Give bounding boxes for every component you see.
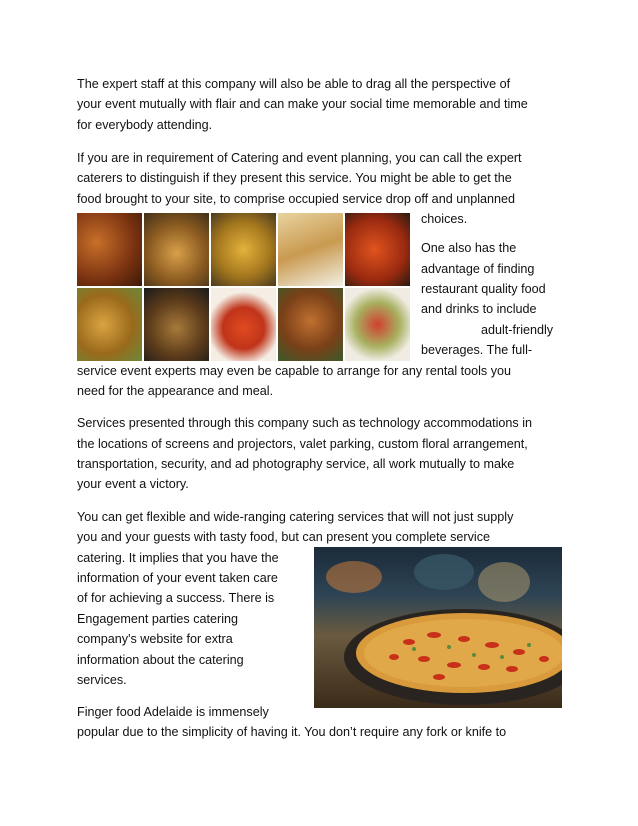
text-line: Engagement parties catering [77, 612, 239, 626]
paella-photo [314, 547, 562, 708]
text-line: information of your event taken care [77, 571, 278, 585]
text-line: One also has the [421, 241, 517, 255]
food-photo-grid [77, 213, 410, 361]
text-line: catering. It implies that you have the [77, 551, 279, 565]
paella-pan-illustration [314, 547, 562, 708]
text-line: you and your guests with tasty food, but can present you complete service [77, 530, 491, 544]
text-line [77, 77, 562, 92]
food-photo-stuffed-rolls [144, 213, 209, 286]
food-photo-shrimp-curry [345, 213, 410, 286]
text-line: restaurant quality food [421, 282, 546, 296]
text-line: your event mutually with flair and can make your social time memorable and time [77, 97, 528, 111]
text-line: and drinks to include [421, 302, 537, 316]
text-line: information about the catering [77, 653, 244, 667]
text-line: beverages. The full- [421, 343, 533, 357]
food-photo-nachos [211, 213, 276, 286]
text-line: Services presented through this company such as technology accommodations in [77, 416, 533, 430]
text-line: caterers to distinguish if they present this service. You might be able to get the [77, 171, 512, 185]
text-line: of for achieving a success. There is [77, 591, 275, 605]
food-photo-fried-bites [278, 288, 343, 361]
text-line: If you are in requirement of Catering and event planning, you can call the expert [77, 151, 522, 165]
text-line: choices. [421, 212, 468, 226]
text-line: service event experts may even be capable to arrange for any rental tools you [77, 364, 512, 378]
text-line: The expert staff at this company will also be able to drag all the perspective of [77, 77, 511, 91]
text-line: adult-friendly [481, 323, 554, 337]
text-line: your event a victory. [77, 477, 189, 491]
food-photo-samosas [77, 288, 142, 361]
text-line: transportation, security, and ad photography service, all work mutually to make [77, 457, 515, 471]
text-line: need for the appearance and meal. [77, 384, 274, 398]
text-line: Finger food Adelaide is immensely [77, 705, 269, 719]
text-line: the locations of screens and projectors, valet parking, custom floral arrangement, [77, 437, 528, 451]
text-line: food brought to your site, to comprise occupied service drop off and unplanned [77, 192, 516, 206]
text-line: advantage of finding [421, 262, 535, 276]
food-photo-fried-chicken [77, 213, 142, 286]
text-line: popular due to the simplicity of having it. You don’t require any fork or knife to [77, 725, 507, 739]
food-photo-spring-rolls [278, 213, 343, 286]
text-line: services. [77, 673, 127, 687]
food-photo-stir-fry-noodles [144, 288, 209, 361]
text-line: You can get flexible and wide-ranging catering services that will not just supply [77, 510, 514, 524]
food-photo-dipping-sauces [345, 288, 410, 361]
text-line: company's website for extra [77, 632, 233, 646]
text-line: for everybody attending. [77, 118, 213, 132]
food-photo-sweet-sour-chicken [211, 288, 276, 361]
